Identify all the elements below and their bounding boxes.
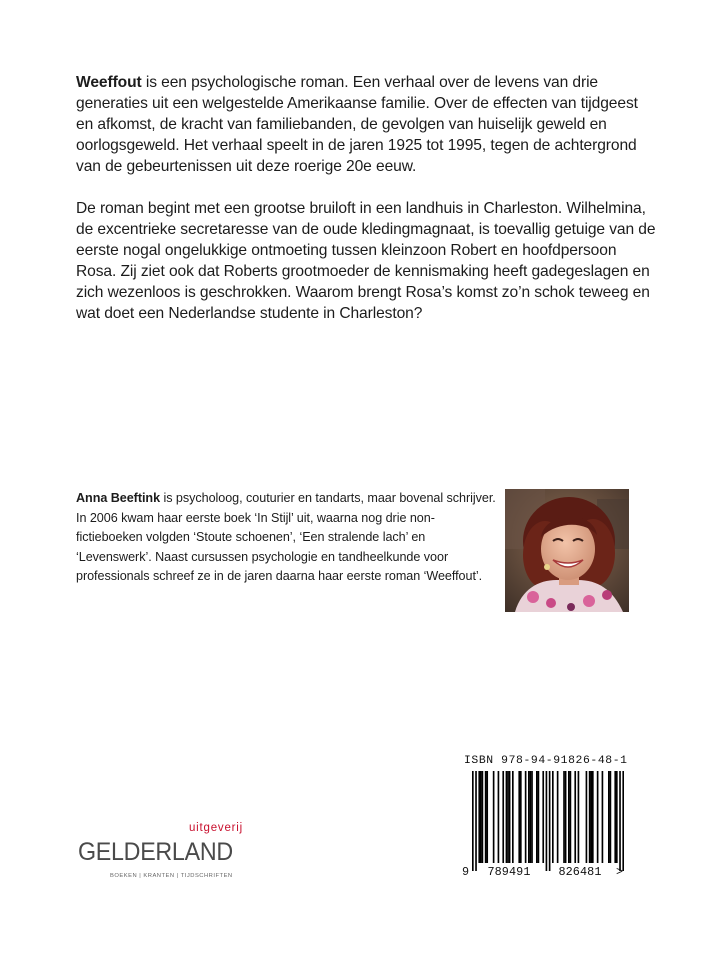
barcode-bar	[507, 771, 509, 863]
barcode-bar	[549, 771, 551, 871]
isbn-label: ISBN 978-94-91826-48-1	[464, 755, 628, 767]
book-blurb	[76, 72, 656, 324]
barcode-bar	[592, 771, 594, 863]
barcode-bar	[565, 771, 567, 863]
barcode-bar	[570, 771, 572, 863]
barcode-bar	[546, 771, 548, 871]
ean-barcode	[462, 771, 624, 871]
ean-left-digits: 789491	[487, 865, 531, 879]
barcode-bar	[586, 771, 588, 863]
author-name: Anna Beeftink	[76, 491, 161, 505]
blurb-paragraph-1-text: is een psychologische roman. Een verhaal over de levens van drie generaties uit een welgestelde Amerikaanse familie. Over de effecten van tijdgeest en afkomst, de kracht van familiebanden, de gevolgen van huiselijk geweld en oorlogsgeweld. Het verhaal speelt in de jaren 1925 tot 1995, tegen de achtergrond van de gebeurtenissen uit deze roerige 20e eeuw.	[76, 74, 638, 175]
barcode-bar	[619, 771, 621, 871]
barcode-bar	[536, 771, 538, 863]
barcode-bar	[502, 771, 504, 863]
barcode-bar	[563, 771, 565, 863]
barcode-bar	[597, 771, 599, 863]
barcode-bar	[557, 771, 559, 863]
publisher-tagline: BOEKEN | KRANTEN | TIJDSCHRIFTEN	[110, 873, 233, 879]
ean-digits	[462, 865, 637, 879]
barcode-bar	[480, 771, 482, 863]
barcode-bar	[574, 771, 576, 863]
barcode-bar	[528, 771, 530, 863]
barcode-bar	[485, 771, 487, 863]
author-portrait-icon	[505, 489, 629, 612]
ean-first-digit: 9	[462, 865, 470, 879]
barcode-bar	[589, 771, 591, 863]
blurb-paragraph-1	[76, 72, 656, 177]
barcode-bar	[578, 771, 580, 863]
barcode-bar	[614, 771, 616, 863]
barcode-bar	[568, 771, 570, 863]
publisher-prefix: uitgeverij	[188, 822, 243, 834]
barcode-bar	[472, 771, 474, 871]
book-title-inline: Weeffout	[76, 74, 142, 91]
barcode-bar	[475, 771, 477, 871]
barcode-bar	[478, 771, 480, 863]
barcode-bar	[506, 771, 508, 863]
ean-right-digits: 826481	[558, 865, 602, 879]
publisher-name: GELDERLAND	[78, 838, 233, 866]
barcode-bar	[590, 771, 592, 863]
barcode-bar	[520, 771, 522, 863]
author-bio	[76, 489, 496, 587]
publisher-logo	[78, 822, 248, 892]
barcode-bar	[552, 771, 554, 863]
barcode-bar	[542, 771, 544, 863]
barcode-bar	[538, 771, 540, 863]
barcode-bar	[512, 771, 514, 863]
barcode-bar	[530, 771, 532, 863]
barcode-bar	[493, 771, 495, 863]
barcode-bar	[482, 771, 484, 863]
barcode-bar	[518, 771, 520, 863]
ean-quiet-mark: >	[616, 865, 624, 879]
barcode-bar	[486, 771, 488, 863]
barcode-bar	[616, 771, 618, 863]
blurb-paragraph-2: De roman begint met een grootse bruiloft in een landhuis in Charleston. Wilhelmina, de excentrieke secretaresse van de oude kledingmagnaat, is toevallig getuige van de eerste nogal ongelukkige ontmoeting tussen kleinzoon Robert en hoofdpersoon Rosa. Zij ziet ook dat Roberts grootmoeder de kennismaking heeft gadegeslagen en zich wezenloos is geschrokken. Waarom brengt Rosa’s komst zo’n schok teweeg en wat doet een Nederlandse studente in Charleston?	[76, 200, 656, 322]
barcode-bar	[622, 771, 624, 871]
barcode-bar	[525, 771, 527, 863]
barcode-bar	[531, 771, 533, 863]
barcode-bar	[602, 771, 604, 863]
author-bio-text: is psycholoog, couturier en tandarts, maar bovenal schrijver. In 2006 kwam haar eerste boek ‘In Stijl’ uit, waarna nog drie non-fictieboeken volgden ‘Stoute schoenen’, ‘Een stralende lach’ en ‘Levenswerk’. Naast cursussen psychologie en tandheelkunde voor professionals schreef ze in de jaren daarna haar eerste roman ‘Weeffout’.	[76, 491, 496, 584]
barcode-bar	[498, 771, 500, 863]
barcode-bar	[509, 771, 511, 863]
barcode-bar	[608, 771, 610, 863]
author-photo	[505, 489, 629, 612]
barcode-bar	[610, 771, 612, 863]
